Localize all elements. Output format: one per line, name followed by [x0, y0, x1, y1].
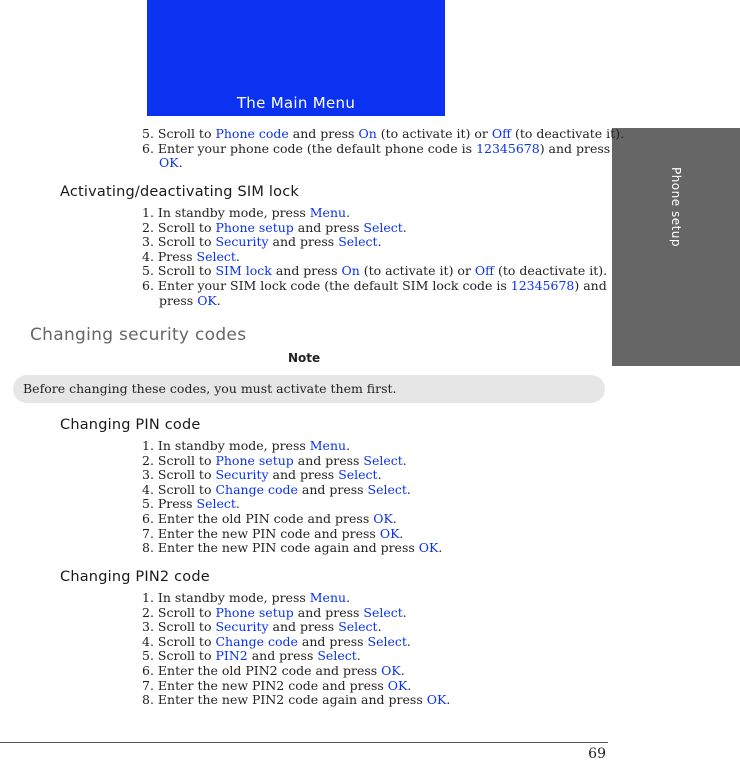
key-label: Menu: [309, 590, 347, 605]
key-label: Phone setup: [215, 219, 294, 235]
step-text: .: [438, 540, 443, 556]
key-label: OK: [159, 155, 179, 171]
list-item: [142, 664, 450, 679]
step-text: .: [402, 452, 407, 468]
pin2-steps: [142, 591, 450, 708]
list-item: [142, 527, 442, 542]
step-text: 7. Enter the new PIN2 code and press: [142, 677, 388, 693]
key-label: Select: [363, 452, 403, 468]
chapter-side-tab: [612, 128, 740, 366]
step-text: .: [377, 619, 382, 635]
main-menu-screenshot: [147, 0, 445, 116]
step-text: 2. Scroll to: [142, 452, 216, 468]
list-item: [142, 512, 442, 527]
step-text: 6. Enter your phone code (the default phone code is: [142, 140, 477, 156]
note-box: [13, 375, 605, 403]
step-text: .: [216, 292, 221, 308]
list-item: [142, 142, 624, 171]
step-text: (to deactivate it).: [511, 126, 625, 141]
list-item: [142, 250, 607, 265]
key-label: OK: [373, 510, 393, 526]
step-text: 1. In standby mode, press: [142, 590, 310, 605]
step-text: .: [235, 496, 240, 512]
step-text: (to activate it) or: [376, 126, 492, 141]
step-text: .: [402, 604, 407, 620]
step-text: 1. In standby mode, press: [142, 205, 310, 220]
step-text: .: [400, 662, 405, 678]
phone-code-steps: [142, 127, 624, 171]
step-continuation: [142, 294, 607, 309]
list-item: [142, 693, 450, 708]
step-text: (to activate it) or: [359, 263, 475, 279]
key-label: Select: [338, 234, 378, 250]
step-text: 7. Enter the new PIN code and press: [142, 525, 380, 541]
footer-rule: [0, 742, 608, 743]
step-text: 3. Scroll to: [142, 234, 216, 250]
step-text: .: [346, 205, 351, 220]
list-item: [142, 649, 450, 664]
step-text: .: [392, 510, 397, 526]
step-text: .: [235, 248, 240, 264]
key-label: OK: [197, 292, 217, 308]
step-text: 3. Scroll to: [142, 467, 216, 483]
list-item: [142, 127, 624, 142]
page-number: 69: [588, 746, 606, 762]
list-item: [142, 635, 450, 650]
step-text: 6. Enter the old PIN code and press: [142, 510, 374, 526]
step-text: 5. Scroll to: [142, 648, 216, 664]
step-text: .: [377, 467, 382, 483]
step-text: .: [346, 438, 351, 453]
step-text: and press: [268, 234, 339, 250]
step-text: and press: [247, 648, 318, 664]
step-text: (to deactivate it).: [494, 263, 608, 279]
sim-lock-heading: Activating/deactivating SIM lock: [60, 184, 299, 200]
key-label: Select: [338, 619, 378, 635]
step-text: and press: [268, 619, 339, 635]
step-text: .: [346, 590, 351, 605]
step-text: 1. In standby mode, press: [142, 438, 310, 453]
key-label: Security: [215, 234, 269, 250]
step-text: 2. Scroll to: [142, 219, 216, 235]
step-text: 8. Enter the new PIN2 code again and press: [142, 692, 427, 708]
list-item: [142, 497, 442, 512]
list-item: [142, 591, 450, 606]
list-item: [142, 620, 450, 635]
step-text: 5. Press: [142, 496, 197, 512]
key-label: OK: [426, 692, 447, 708]
key-label: Select: [367, 633, 407, 649]
step-text: 6. Enter the old PIN2 code and press: [142, 662, 382, 678]
step-text: .: [407, 677, 412, 693]
step-text: and press: [271, 263, 342, 279]
key-label: Security: [215, 619, 269, 635]
key-label: Phone setup: [215, 604, 294, 620]
key-label: Select: [363, 219, 403, 235]
key-label: On: [341, 263, 360, 279]
list-item: [142, 439, 442, 454]
step-text: 4. Scroll to: [142, 481, 216, 497]
key-label: Phone setup: [215, 452, 294, 468]
security-codes-heading: Changing security codes: [30, 325, 247, 345]
step-continuation: [142, 156, 624, 171]
key-label: OK: [418, 540, 439, 556]
step-text: .: [402, 219, 407, 235]
key-label: Off: [474, 263, 495, 279]
key-label: Security: [215, 467, 269, 483]
key-label: Off: [491, 126, 512, 141]
step-text: ) and press: [539, 140, 611, 156]
step-text: 5. Scroll to: [142, 126, 216, 141]
key-label: On: [358, 126, 377, 141]
step-text: and press: [268, 467, 339, 483]
step-text: .: [356, 648, 361, 664]
key-label: Change code: [215, 633, 298, 649]
pin2-heading: Changing PIN2 code: [60, 569, 210, 585]
step-text: .: [406, 633, 411, 649]
step-text: .: [178, 155, 183, 171]
list-item: [142, 221, 607, 236]
list-item: [142, 483, 442, 498]
step-text: and press: [288, 126, 359, 141]
step-text: 4. Press: [142, 248, 197, 264]
list-item: [142, 606, 450, 621]
banner-title: The Main Menu: [236, 94, 356, 112]
step-text: and press: [293, 452, 364, 468]
list-item: [142, 454, 442, 469]
step-text: 5. Scroll to: [142, 263, 216, 279]
key-label: Select: [338, 467, 378, 483]
step-text: 4. Scroll to: [142, 633, 216, 649]
key-label: Select: [367, 481, 407, 497]
list-item: [142, 468, 442, 483]
key-label: Phone code: [215, 126, 289, 141]
list-item: [142, 264, 607, 279]
key-label: Select: [317, 648, 357, 664]
key-label: 12345678: [510, 277, 575, 293]
key-label: Menu: [309, 205, 347, 220]
step-text: ) and: [574, 277, 607, 293]
key-label: Select: [196, 496, 236, 512]
key-label: Change code: [215, 481, 298, 497]
step-text: .: [377, 234, 382, 250]
step-text: .: [446, 692, 451, 708]
chapter-side-tab-label: Phone setup: [669, 166, 683, 248]
key-label: Select: [196, 248, 236, 264]
step-text: and press: [293, 219, 364, 235]
key-label: OK: [379, 525, 400, 541]
key-label: 12345678: [476, 140, 540, 156]
key-label: Menu: [309, 438, 347, 453]
step-text: 6. Enter your SIM lock code (the default SIM lock code is: [142, 277, 511, 293]
sim-lock-steps: [142, 206, 607, 308]
list-item: [142, 679, 450, 694]
pin-heading: Changing PIN code: [60, 417, 201, 433]
key-label: OK: [387, 677, 408, 693]
step-text: and press: [297, 633, 368, 649]
key-label: OK: [381, 662, 401, 678]
step-text: press: [159, 292, 198, 308]
list-item: [142, 541, 442, 556]
step-text: 3. Scroll to: [142, 619, 216, 635]
list-item: [142, 279, 607, 308]
step-text: and press: [293, 604, 364, 620]
step-text: .: [399, 525, 404, 541]
step-text: .: [406, 481, 411, 497]
key-label: SIM lock: [215, 263, 272, 279]
step-text: 8. Enter the new PIN code again and press: [142, 540, 419, 556]
key-label: Select: [363, 604, 403, 620]
list-item: [142, 206, 607, 221]
list-item: [142, 235, 607, 250]
note-text: Before changing these codes, you must activate them first.: [23, 381, 397, 396]
note-label: Note: [288, 351, 321, 365]
step-text: and press: [297, 481, 368, 497]
key-label: PIN2: [215, 648, 248, 664]
pin-steps: [142, 439, 442, 556]
step-text: 2. Scroll to: [142, 604, 216, 620]
